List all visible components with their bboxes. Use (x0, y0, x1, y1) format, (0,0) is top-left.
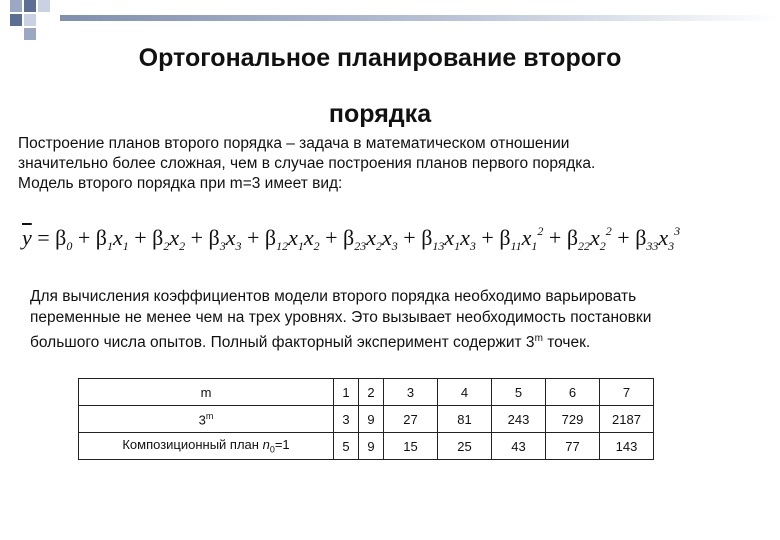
table-cell: 25 (438, 433, 492, 460)
paragraph-levels (30, 286, 765, 353)
table-cell: 9 (359, 406, 384, 433)
table-cell: 729 (546, 406, 600, 433)
table-cell: 81 (438, 406, 492, 433)
table-cell: 143 (600, 433, 654, 460)
table-row (79, 433, 654, 460)
table-cell: 7 (600, 379, 654, 406)
row-label: m (79, 379, 334, 406)
table-cell: 243 (492, 406, 546, 433)
intro-line: значительно более сложная, чем в случае построения планов первого порядка. (18, 155, 596, 172)
header-rule (60, 15, 780, 21)
table-row (79, 379, 654, 406)
table-cell: 77 (546, 433, 600, 460)
paragraph-line: переменные не менее чем на трех уровнях. Это вызывает необходимость постановки (30, 309, 652, 326)
model-formula: $\overline{y} = \beta_0 + \beta_1x_1 + \beta_2x_2 + \beta_3x_3 + \beta_{12}x_1x_2 + \beta_{23}x_2x_3 + \beta_{13}x_1x_3 + \beta_{11}x_1^2 + \beta_{22}x_2^2 + \beta_{33}x_3^3$ (22, 224, 681, 253)
table-cell: 1 (334, 379, 359, 406)
table-cell: 43 (492, 433, 546, 460)
table-cell: 6 (546, 379, 600, 406)
table-cell: 3 (334, 406, 359, 433)
table-cell: 2187 (600, 406, 654, 433)
table-cell: 5 (334, 433, 359, 460)
slide-title (60, 30, 700, 142)
table-cell: 2 (359, 379, 384, 406)
intro-text (18, 134, 758, 194)
table-cell: 5 (492, 379, 546, 406)
row-label: Композиционный план $n_0=1$ (79, 433, 334, 460)
intro-line: Построение планов второго порядка – задача в математическом отношении (18, 135, 570, 152)
table-cell: 4 (438, 379, 492, 406)
title-line-2: порядка (328, 100, 432, 128)
row-label: 3$^m$ (79, 406, 334, 433)
intro-line: Модель второго порядка при m=3 имеет вид: (18, 175, 343, 192)
paragraph-line: Для вычисления коэффициентов модели второго порядка необходимо варьировать (30, 288, 637, 305)
title-line-1: Ортогональное планирование второго (138, 44, 622, 72)
table-row (79, 406, 654, 433)
paragraph-line: большого числа опытов. Полный факторный эксперимент содержит 3$^m$ точек. (30, 333, 591, 352)
table-cell: 27 (384, 406, 438, 433)
table-cell: 15 (384, 433, 438, 460)
table-cell: 9 (359, 433, 384, 460)
table-cell: 3 (384, 379, 438, 406)
plan-table (78, 378, 654, 460)
